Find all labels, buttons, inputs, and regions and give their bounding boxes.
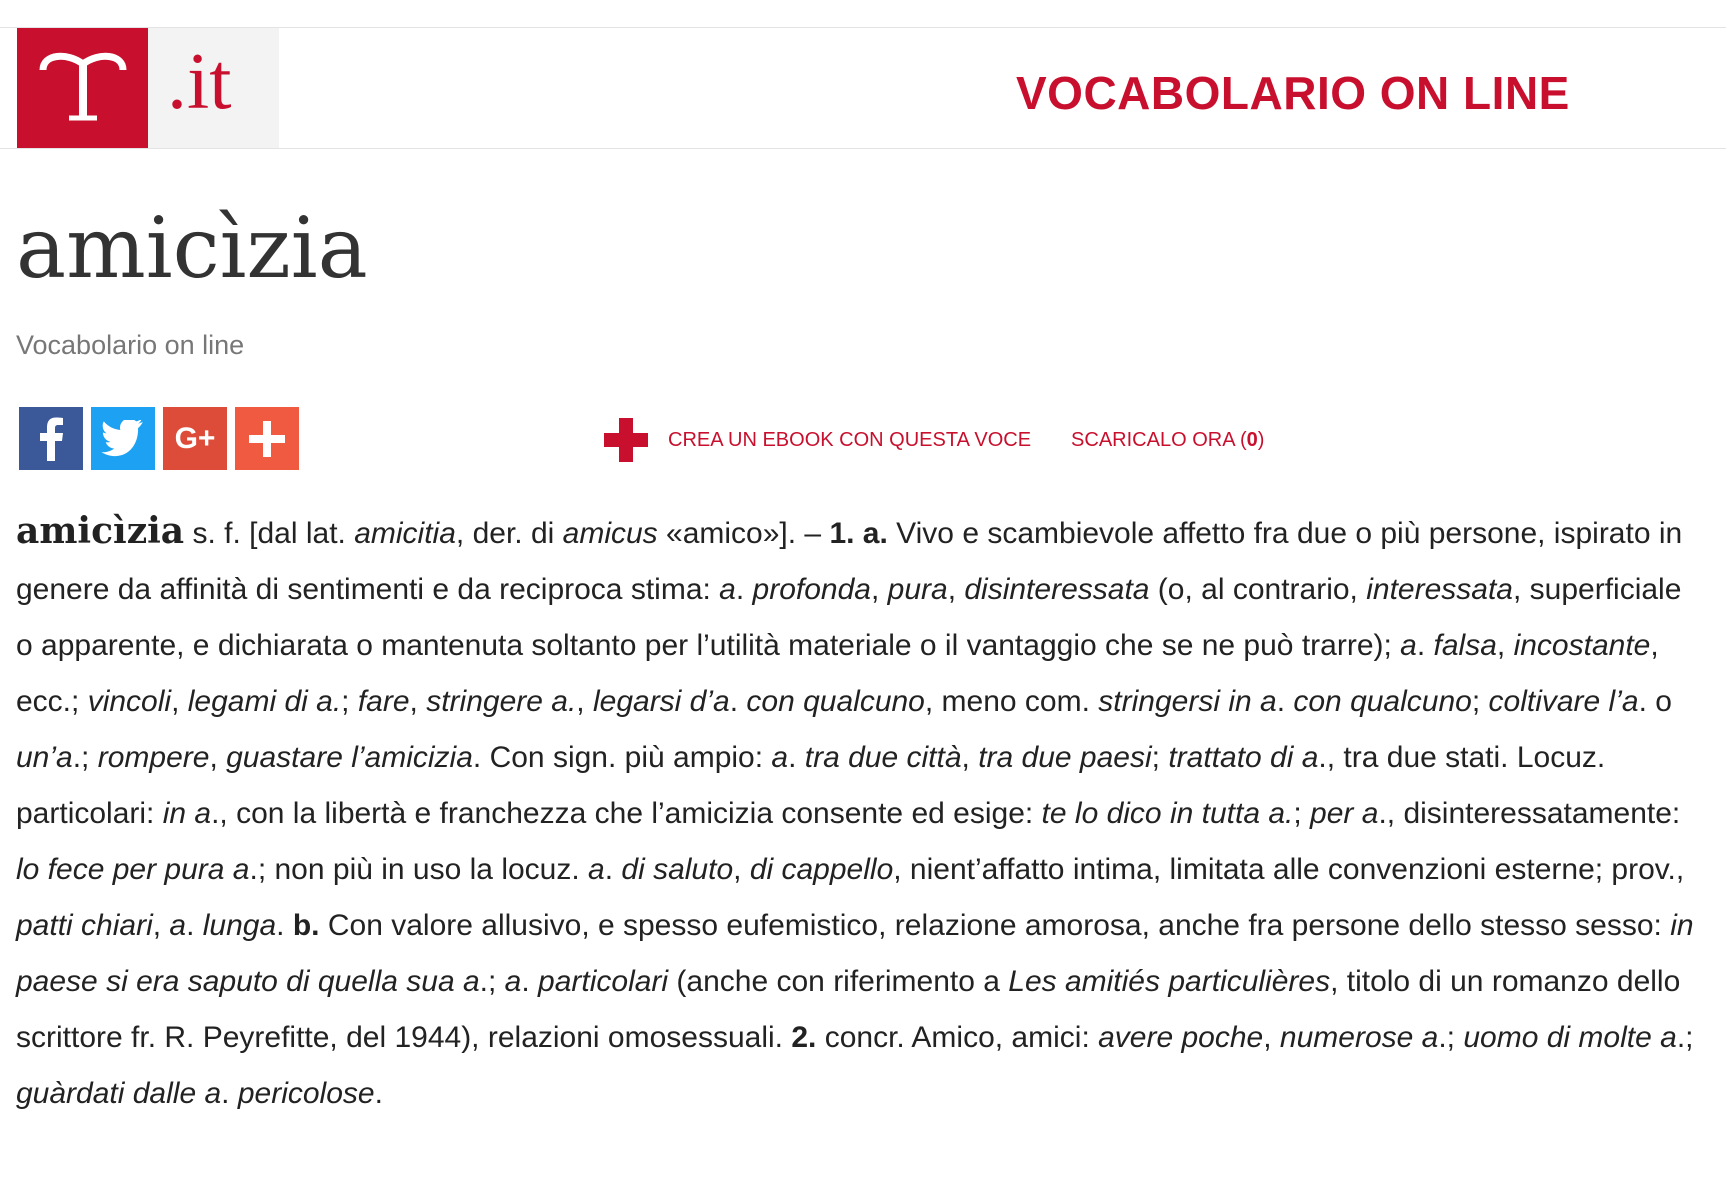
definition-segment: ., disinteressatamente:: [1378, 797, 1681, 830]
definition-segment: .: [221, 1077, 238, 1110]
definition-example: a: [771, 741, 789, 774]
definition-segment: (anche con riferimento a: [668, 965, 1009, 998]
definition-headword: amicìzia: [16, 510, 185, 552]
definition-example: stringere a.: [426, 685, 577, 718]
definition-example: te lo dico in tutta a.: [1041, 797, 1294, 830]
definition-example: amicus: [562, 517, 658, 550]
definition-segment: Vivo e scambievole affetto fra due o più persone, ispirato in genere da affinità di sentimenti e da reciproca stima:: [16, 517, 1683, 606]
ebook-count: 0: [1246, 428, 1258, 451]
definition-example: a: [1400, 629, 1417, 662]
definition-example: pura: [887, 573, 948, 606]
page-subtitle: Vocabolario on line: [16, 330, 245, 360]
create-ebook-link[interactable]: CREA UN EBOOK CON QUESTA VOCE: [668, 428, 1032, 451]
facebook-share-button[interactable]: [19, 407, 83, 470]
definition-example: Les amitiés particulières: [1008, 965, 1331, 998]
definition-segment: , meno com.: [924, 685, 1099, 718]
definition-segment: ,: [961, 741, 979, 774]
definition-example: amicitia: [354, 517, 456, 550]
definition-example: a: [169, 909, 187, 942]
definition-example: a: [719, 573, 736, 606]
add-to-ebook-icon[interactable]: [604, 418, 648, 462]
definition-example: tra due paesi: [978, 741, 1152, 774]
definition-example: di cappello: [749, 853, 894, 886]
facebook-icon: [36, 417, 66, 461]
definition-example: a: [504, 965, 522, 998]
definition-segment: .: [521, 965, 539, 998]
treccani-t-icon: [39, 50, 127, 124]
definition-segment: «amico»]. –: [657, 517, 830, 550]
definition-segment: .: [186, 909, 203, 942]
definition-segment: .: [276, 909, 293, 942]
definition-segment: ,: [576, 685, 593, 718]
definition-example: in a: [162, 797, 212, 830]
definition-segment: ,: [152, 909, 170, 942]
definition-segment: ,: [947, 573, 965, 606]
google-plus-share-button[interactable]: [163, 407, 227, 470]
definition-segment: . Con sign. più ampio:: [472, 741, 772, 774]
ebook-toolbar: [604, 418, 1304, 462]
twitter-share-button[interactable]: [91, 407, 155, 470]
definition-segment: .: [1416, 629, 1434, 662]
download-ebook-link[interactable]: [1071, 429, 1264, 452]
definition-example: falsa: [1433, 629, 1497, 662]
definition-segment: Con valore allusivo, e spesso eufemistico, relazione amorosa, anche fra persone dello stesso sesso:: [319, 909, 1671, 942]
definition-example: per a: [1310, 797, 1379, 830]
more-share-button[interactable]: [235, 407, 299, 470]
definition-example: fare: [357, 685, 410, 718]
definition-example: un’a: [16, 741, 73, 774]
definition-example: guastare l’amicizia: [226, 741, 473, 774]
definition-example: in paese si era saputo di quella sua a: [16, 909, 1694, 998]
definition-segment: ., tra due stati. Locuz. particolari:: [16, 741, 1606, 830]
definition-example: avere poche: [1098, 1021, 1264, 1054]
definition-example: con qualcuno: [746, 685, 925, 718]
site-logo[interactable]: [17, 28, 279, 148]
definition-example: rompere: [97, 741, 210, 774]
definition-example: numerose a: [1279, 1021, 1439, 1054]
definition-segment: .: [729, 685, 747, 718]
definition-segment: ,: [171, 685, 188, 718]
definition-example: disinteressata: [964, 573, 1150, 606]
definition-example: patti chiari: [16, 909, 153, 942]
definition-example: guàrdati dalle a: [16, 1077, 222, 1110]
definition-segment: , der. di: [455, 517, 563, 550]
definition-segment: .: [1276, 685, 1294, 718]
definition-segment: .: [374, 1077, 383, 1110]
site-header: [0, 27, 1726, 149]
definition-segment: ,: [870, 573, 888, 606]
definition-segment: ,: [1263, 1021, 1280, 1054]
definition-example: legami di a.: [187, 685, 342, 718]
definition-segment: .: [735, 573, 753, 606]
definition-segment: .;: [1438, 1021, 1464, 1054]
definition-example: legarsi d’a: [592, 685, 730, 718]
definition-segment: , ecc.;: [16, 629, 1659, 718]
definition-example: trattato di a: [1168, 741, 1319, 774]
definition-segment: ,: [733, 853, 750, 886]
definition-sense-marker: 1. a.: [829, 517, 888, 550]
logo-domain: .it: [167, 38, 232, 126]
google-plus-icon: G+: [174, 421, 216, 455]
definition-segment: (o, al contrario,: [1149, 573, 1367, 606]
definition-text: [16, 503, 1706, 1122]
definition-segment: ;: [1471, 685, 1489, 718]
definition-example: vincoli: [87, 685, 172, 718]
twitter-icon: [101, 420, 145, 458]
definition-segment: .;: [479, 965, 505, 998]
definition-example: a: [588, 853, 605, 886]
plus-icon: [249, 421, 285, 457]
page-title: amicìzia: [16, 199, 368, 297]
definition-example: incostante: [1513, 629, 1651, 662]
download-label-close: ): [1257, 428, 1265, 451]
definition-example: di saluto: [621, 853, 734, 886]
definition-segment: .;: [72, 741, 98, 774]
definition-segment: .: [788, 741, 805, 774]
definition-segment: ,: [409, 685, 427, 718]
definition-example: lunga: [202, 909, 277, 942]
definition-segment: ,: [209, 741, 227, 774]
definition-example: tra due città: [804, 741, 962, 774]
section-title[interactable]: VOCABOLARIO ON LINE: [1016, 67, 1570, 119]
definition-example: interessata: [1366, 573, 1513, 606]
definition-segment: . o: [1638, 685, 1672, 718]
definition-segment: , titolo di un romanzo dello scrittore fr. R. Peyrefitte, del 1944), relazioni omosessuali.: [16, 965, 1681, 1054]
definition-segment: s. f. [dal lat.: [184, 517, 355, 550]
definition-segment: concr. Amico, amici:: [816, 1021, 1099, 1054]
download-label: SCARICALO ORA (: [1071, 428, 1247, 451]
definition-example: con qualcuno: [1293, 685, 1472, 718]
definition-example: profonda: [752, 573, 871, 606]
definition-segment: .: [604, 853, 622, 886]
definition-segment: ., con la libertà e franchezza che l’amicizia consente ed esige:: [211, 797, 1042, 830]
definition-example: uomo di molte a: [1463, 1021, 1677, 1054]
definition-example: particolari: [538, 965, 669, 998]
definition-segment: ;: [1151, 741, 1169, 774]
definition-segment: ;: [341, 685, 358, 718]
definition-segment: , nient’affatto intima, limitata alle convenzioni esterne; prov.,: [893, 853, 1685, 886]
definition-segment: , superficiale o apparente, e dichiarata o mantenuta soltanto per l’utilità materiale o il vantaggio che se ne può trarre);: [16, 573, 1682, 662]
definition-sense-marker: b.: [292, 909, 320, 942]
definition-sense-marker: 2.: [791, 1021, 817, 1054]
definition-segment: .; non più in uso la locuz.: [249, 853, 589, 886]
definition-example: coltivare l’a: [1488, 685, 1639, 718]
definition-example: lo fece per pura a: [16, 853, 250, 886]
definition-segment: .;: [1676, 1021, 1694, 1054]
definition-example: pericolose: [237, 1077, 375, 1110]
definition-example: stringersi in a: [1098, 685, 1277, 718]
logo-emblem: [17, 28, 148, 148]
definition-segment: ;: [1293, 797, 1311, 830]
definition-segment: ,: [1496, 629, 1514, 662]
share-buttons: [19, 407, 299, 470]
